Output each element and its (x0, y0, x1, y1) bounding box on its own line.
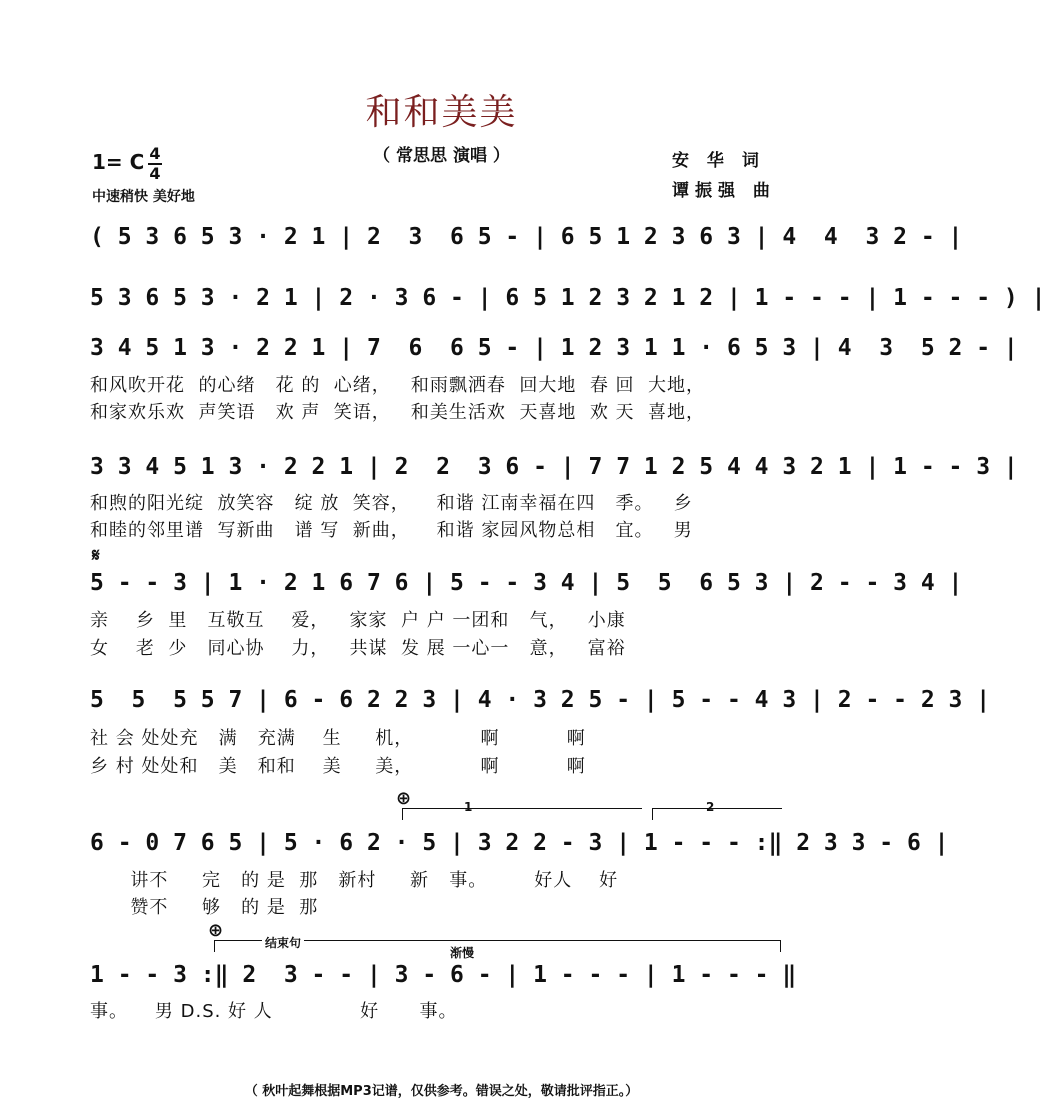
coda-sign-2: ⊕ (208, 920, 224, 941)
composer-credit: 谭振强 曲 (672, 181, 776, 201)
lyric-line-7b: 赞不 够 的 是 那 (90, 897, 319, 918)
lyric-line-3b: 和家欢乐欢 声笑语 欢 声 笑语， 和美生活欢 天喜地 欢 天 喜地， (90, 402, 705, 423)
volta-1-number: 1 (464, 800, 473, 814)
notation-line-8: 1 - - 3 :‖ 2 3 - - | 3 - 6 - | 1 - - - | 1 - - - ‖ (90, 962, 797, 988)
segno-sign: 𝄋 (92, 545, 100, 566)
song-title: 和和美美 (365, 92, 518, 133)
notation-line-7: 6 - 0 7 6 5 | 5 · 6 2 · 5 | 3 2 2 - 3 | 1 - - - :‖ 2 3 3 - 6 | (90, 830, 949, 856)
ending-label: 结束句 (262, 934, 304, 951)
notation-line-2: 5 3 6 5 3 · 2 1 | 2 · 3 6 - | 6 5 1 2 3 2 1 2 | 1 - - - | 1 - - - ) | (90, 285, 1045, 311)
performer-label: （ 常思思 演唱 ） (373, 146, 510, 166)
notation-line-1: ( 5 3 6 5 3 · 2 1 | 2 3 6 5 - | 6 5 1 2 3 6 3 | 4 4 3 2 - | (90, 224, 963, 250)
lyric-line-8: 事。 男 D.S. 好 人 好 事。 (90, 1001, 458, 1022)
ending-start-tick (214, 940, 215, 952)
time-signature-top: 4 (149, 144, 161, 163)
lyric-line-4b: 和睦的邻里谱 写新曲 谱 写 新曲， 和谐 家园风物总相 宜。 男 (90, 520, 693, 541)
time-signature (148, 146, 162, 182)
volta-2-number: 2 (706, 800, 715, 814)
notation-line-6: 5 5 5 5 7 | 6 - 6 2 2 3 | 4 · 3 2 5 - | 5 - - 4 3 | 2 - - 2 3 | (90, 687, 991, 713)
lyricist-credit: 安 华 词 (672, 151, 765, 171)
tempo-marking: 中速稍快 美好地 (92, 189, 195, 205)
lyric-line-5a: 亲 乡 里 互敬互 爱， 家家 户 户 一团和 气， 小康 (90, 610, 626, 631)
lyric-line-7a: 讲不 完 的 是 那 新村 新 事。 好人 好 (90, 870, 619, 891)
lyric-line-5b: 女 老 少 同心协 力， 共谋 发 展 一心一 意， 富裕 (90, 638, 626, 659)
lyric-line-3a: 和风吹开花 的心绪 花 的 心绪， 和雨飘洒春 回大地 春 回 大地， (90, 375, 705, 396)
volta-2-start-tick (652, 808, 653, 820)
notation-line-3: 3 4 5 1 3 · 2 2 1 | 7 6 6 5 - | 1 2 3 1 1 · 6 5 3 | 4 3 5 2 - | (90, 335, 1018, 361)
time-signature-bottom: 4 (149, 164, 161, 183)
notation-line-4: 3 3 4 5 1 3 · 2 2 1 | 2 2 3 6 - | 7 7 1 2 5 4 4 3 2 1 | 1 - - 3 | (90, 454, 1018, 480)
key-signature: 1= C (92, 150, 145, 174)
lyric-line-6b: 乡 村 处处和 美 和和 美 美， 啊 啊 (90, 756, 586, 777)
coda-sign-1: ⊕ (396, 788, 412, 809)
lyric-line-6a: 社 会 处处充 满 充满 生 机， 啊 啊 (90, 728, 586, 749)
volta-1-bracket (402, 808, 642, 809)
notation-line-5: 5 - - 3 | 1 · 2 1 6 7 6 | 5 - - 3 4 | 5 5 6 5 3 | 2 - - 3 4 | (90, 570, 963, 596)
lyric-line-4a: 和煦的阳光绽 放笑容 绽 放 笑容， 和谐 江南幸福在四 季。 乡 (90, 493, 693, 514)
volta-2-bracket (652, 808, 782, 809)
ending-end-tick (780, 940, 781, 952)
footer-note: （ 秋叶起舞根据MP3记谱，仅供参考。错误之处，敬请批评指正。） (244, 1084, 639, 1099)
slowing-label: 渐慢 (450, 946, 475, 960)
volta-1-start-tick (402, 808, 403, 820)
